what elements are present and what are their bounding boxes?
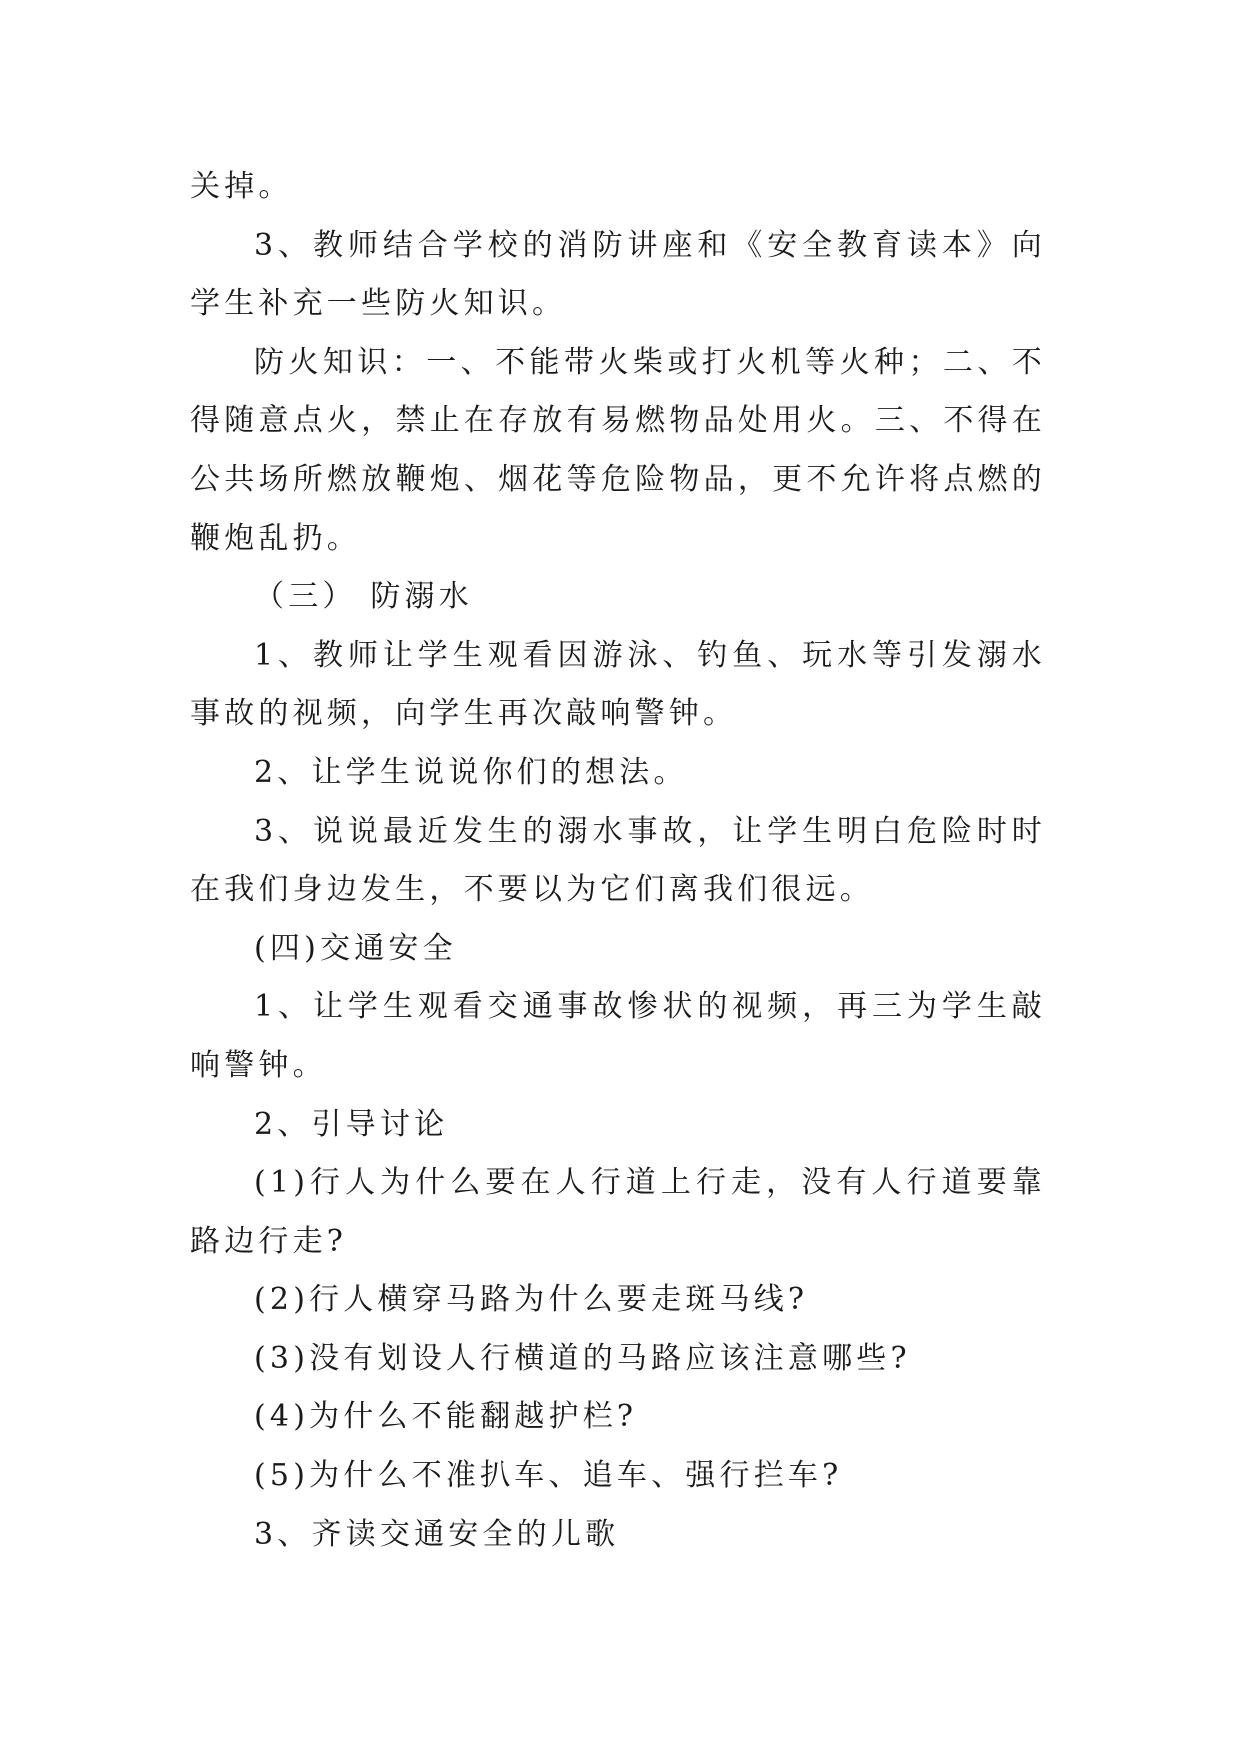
section-heading-drowning: （三） 防溺水 — [254, 579, 473, 615]
paragraph-continuation: 关掉。 — [190, 169, 293, 204]
document-body — [190, 158, 1046, 1564]
paragraph-student-thoughts: 2、让学生说说你们的想法。 — [254, 754, 688, 790]
discussion-question-1: (1)行人为什么要在人行道上行走，没有人行道要靠路边行走? — [190, 1165, 1046, 1259]
discussion-question-2: (2)行人横穿马路为什么要走斑马线? — [254, 1282, 809, 1318]
section-heading-traffic: (四)交通安全 — [254, 930, 457, 966]
paragraph-recent-accidents: 3、说说最近发生的溺水事故，让学生明白危险时时在我们身边发生，不要以为它们离我们很远。 — [190, 813, 1046, 908]
paragraph-guided-discussion: 2、引导讨论 — [254, 1106, 449, 1142]
discussion-question-4: (4)为什么不能翻越护栏? — [254, 1399, 638, 1435]
paragraph-drowning-video: 1、教师让学生观看因游泳、钓鱼、玩水等引发溺水事故的视频，向学生再次敲响警钟。 — [190, 637, 1046, 732]
paragraph-traffic-video: 1、让学生观看交通事故惨状的视频，再三为学生敲响警钟。 — [190, 989, 1046, 1083]
paragraph-fire-knowledge: 防火知识：一、不能带火柴或打火机等火种；二、不得随意点火，禁止在存放有易燃物品处用火。三、不得在公共场所燃放鞭炮、烟花等危险物品，更不允许将点燃的鞭炮乱扔。 — [190, 344, 1046, 556]
paragraph-fire-knowledge-intro: 3、教师结合学校的消防讲座和《安全教育读本》向学生补充一些防火知识。 — [190, 227, 1046, 322]
discussion-question-5: (5)为什么不准扒车、追车、强行拦车? — [254, 1458, 843, 1494]
discussion-question-3: (3)没有划设人行横道的马路应该注意哪些? — [254, 1340, 911, 1376]
paragraph-traffic-song: 3、齐读交通安全的儿歌 — [254, 1516, 620, 1552]
